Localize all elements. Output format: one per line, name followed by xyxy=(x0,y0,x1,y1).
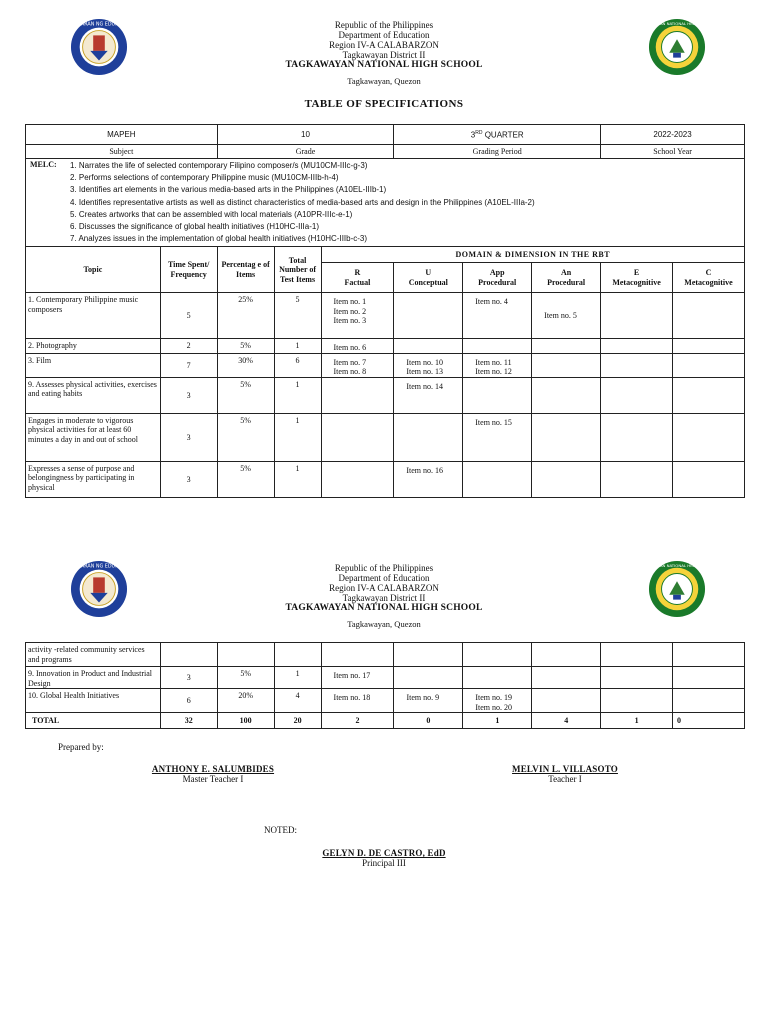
col-u: U Conceptual xyxy=(394,263,463,293)
total-u: 0 xyxy=(394,713,463,729)
cell-e xyxy=(601,293,673,339)
cell-topic: 3. Film xyxy=(26,353,161,377)
cell-time: 7 xyxy=(160,353,217,377)
noted-label: NOTED: xyxy=(264,825,297,835)
header-department: Department of Education xyxy=(338,30,430,40)
cell-total: 1 xyxy=(274,339,321,354)
cell-an: Item no. 5 xyxy=(532,293,601,339)
cell-app xyxy=(463,339,532,354)
page-title: TABLE OF SPECIFICATIONS xyxy=(304,98,464,110)
cell-r: Item no. 17 xyxy=(321,667,394,689)
cell-total: 1 xyxy=(274,461,321,497)
cell-an xyxy=(532,643,601,667)
cell-time: 5 xyxy=(160,293,217,339)
cell-u xyxy=(394,293,463,339)
cell-time: 3 xyxy=(160,413,217,461)
subject-value: MAPEH xyxy=(26,125,218,145)
cell-total: 6 xyxy=(274,353,321,377)
totals-row xyxy=(26,713,745,729)
quarter-value xyxy=(394,125,601,145)
col-app: App Procedural xyxy=(463,263,532,293)
melc-item: 1. Narrates the life of selected contemporary Filipino composer/s (MU10CM-IIIc-g-3) xyxy=(70,161,368,170)
principal-name: GELYN D. DE CASTRO, EdD xyxy=(322,848,446,858)
cell-c xyxy=(673,667,745,689)
signature-block-1 xyxy=(128,764,298,784)
col-c: C Metacognitive xyxy=(673,263,745,293)
table-row xyxy=(26,353,745,377)
cell-u xyxy=(394,643,463,667)
cell-u: Item no. 10 Item no. 13 xyxy=(394,353,463,377)
cell-an xyxy=(532,413,601,461)
cell-time: 6 xyxy=(160,689,217,713)
header-town: Tagkawayan, Quezon xyxy=(347,76,421,86)
cell-r xyxy=(321,461,394,497)
tos-table-page1 xyxy=(25,124,745,498)
svg-text:KAGAWARAN NG EDUKASYON: KAGAWARAN NG EDUKASYON xyxy=(63,564,135,570)
cell-r xyxy=(321,377,394,413)
cell-total: 1 xyxy=(274,413,321,461)
melc-list xyxy=(70,160,535,245)
prepared-label: Prepared by: xyxy=(58,742,104,752)
table-row xyxy=(26,667,745,689)
cell-topic: 1. Contemporary Philippine music composers xyxy=(26,293,161,339)
info-labels-row xyxy=(26,145,745,159)
cell-u xyxy=(394,667,463,689)
cell-c xyxy=(673,413,745,461)
cell-u xyxy=(394,339,463,354)
cell-e xyxy=(601,377,673,413)
cell-app xyxy=(463,377,532,413)
signature-block-3 xyxy=(299,848,469,868)
cell-app: Item no. 15 xyxy=(463,413,532,461)
total-an: 4 xyxy=(532,713,601,729)
cell-e xyxy=(601,689,673,713)
cell-pct: 30% xyxy=(217,353,274,377)
cell-topic: Engages in moderate to vigorous physical activities for at least 60 minutes a day in and out of school xyxy=(26,413,161,461)
cell-time: 3 xyxy=(160,461,217,497)
cell-topic: 10. Global Health Initiatives xyxy=(26,689,161,713)
table-row xyxy=(26,461,745,497)
cell-app: Item no. 19 Item no. 20 xyxy=(463,689,532,713)
col-an: An Procedural xyxy=(532,263,601,293)
total-label: TOTAL xyxy=(26,713,161,729)
header-department: Department of Education xyxy=(338,573,430,583)
info-values-row xyxy=(26,125,745,145)
cell-u: Item no. 16 xyxy=(394,461,463,497)
cell-app: Item no. 11 Item no. 12 xyxy=(463,353,532,377)
cell-app xyxy=(463,643,532,667)
cell-topic: 9. Innovation in Product and Industrial Design xyxy=(26,667,161,689)
table-row xyxy=(26,689,745,713)
cell-c xyxy=(673,339,745,354)
svg-text:TAGKAWAYAN NATIONAL HIGH SCHOO: TAGKAWAYAN NATIONAL HIGH SCHOOL xyxy=(639,562,715,568)
cell-topic: 9. Assesses physical activities, exercises and eating habits xyxy=(26,377,161,413)
cell-total xyxy=(274,643,321,667)
cell-r: Item no. 7 Item no. 8 xyxy=(321,353,394,377)
col-domain: DOMAIN & DIMENSION IN THE RBT xyxy=(321,247,744,263)
total-pct: 100 xyxy=(217,713,274,729)
header-district: Tagkawayan District II xyxy=(342,50,426,60)
cell-r: Item no. 6 xyxy=(321,339,394,354)
grade-label: Grade xyxy=(217,145,394,159)
melc-row xyxy=(26,159,745,247)
column-header-row1 xyxy=(26,247,745,263)
preparer2-name: MELVIN L. VILLASOTO xyxy=(512,764,618,774)
signature-block-2 xyxy=(480,764,650,784)
preparer1-name: ANTHONY E. SALUMBIDES xyxy=(151,764,275,774)
melc-item: 4. Identifies representative artists as well as distinct characteristics of media-based arts and design in the Philippines (A10EL-IIIa-2) xyxy=(70,197,535,207)
cell-app: Item no. 4 xyxy=(463,293,532,339)
cell-r: Item no. 18 xyxy=(321,689,394,713)
header-town: Tagkawayan, Quezon xyxy=(347,619,421,629)
cell-an xyxy=(532,689,601,713)
cell-time: 3 xyxy=(160,667,217,689)
header-region: Region IV-A CALABARZON xyxy=(329,40,439,50)
cell-r xyxy=(321,643,394,667)
cell-e xyxy=(601,339,673,354)
cell-pct: 5% xyxy=(217,413,274,461)
total-app: 1 xyxy=(463,713,532,729)
cell-an xyxy=(532,667,601,689)
cell-u xyxy=(394,413,463,461)
melc-label: MELC: xyxy=(30,160,57,169)
melc-block xyxy=(30,160,740,245)
cell-total: 5 xyxy=(274,293,321,339)
cell-c xyxy=(673,353,745,377)
cell-time: 3 xyxy=(160,377,217,413)
period-label: Grading Period xyxy=(394,145,601,159)
cell-pct: 25% xyxy=(217,293,274,339)
col-r: R Factual xyxy=(321,263,394,293)
cell-app xyxy=(463,667,532,689)
col-percentage: Percentag e of Items xyxy=(217,247,274,293)
cell-topic: activity -related community services and programs xyxy=(26,643,161,667)
melc-item: 2. Performs selections of contemporary Philippine music (MU10CM-IIIb-h-4) xyxy=(70,173,339,183)
cell-e xyxy=(601,667,673,689)
page2-letterhead xyxy=(0,563,768,629)
melc-item: 7. Analyzes issues in the implementation of global health initiatives (H10HC-IIIb-c-3) xyxy=(70,234,368,244)
year-label: School Year xyxy=(601,145,745,159)
quarter-number: 3 xyxy=(470,130,476,140)
cell-app xyxy=(463,461,532,497)
cell-time xyxy=(160,643,217,667)
cell-c xyxy=(673,293,745,339)
cell-topic: 2. Photography xyxy=(26,339,161,354)
cell-pct xyxy=(217,643,274,667)
cell-u: Item no. 9 xyxy=(394,689,463,713)
cell-c xyxy=(673,377,745,413)
grade-value: 10 xyxy=(217,125,394,145)
cell-e xyxy=(601,353,673,377)
melc-item: 3. Identifies art elements in the various media-based arts in the Philippines (A10EL-IIIb-1) xyxy=(70,185,387,195)
cell-an xyxy=(532,353,601,377)
cell-pct: 5% xyxy=(217,461,274,497)
cell-r: Item no. 1 Item no. 2 Item no. 3 xyxy=(321,293,394,339)
cell-time: 2 xyxy=(160,339,217,354)
total-e: 1 xyxy=(601,713,673,729)
cell-pct: 20% xyxy=(217,689,274,713)
principal-title: Principal III xyxy=(362,858,406,868)
total-items: 20 xyxy=(274,713,321,729)
preparer2-title: Teacher I xyxy=(548,774,582,784)
melc-item: 6. Discusses the significance of global health initiatives (H10HC-IIIa-1) xyxy=(70,222,320,232)
table-row xyxy=(26,643,745,667)
cell-r xyxy=(321,413,394,461)
col-time: Time Spent/ Frequency xyxy=(160,247,217,293)
page1-letterhead xyxy=(0,20,768,86)
cell-pct: 5% xyxy=(217,339,274,354)
svg-text:TAGKAWAYAN NATIONAL HIGH SCHOO: TAGKAWAYAN NATIONAL HIGH SCHOOL xyxy=(639,20,715,26)
col-total-items: Total Number of Test Items xyxy=(274,247,321,293)
total-r: 2 xyxy=(321,713,394,729)
subject-label: Subject xyxy=(26,145,218,159)
cell-pct: 5% xyxy=(217,377,274,413)
table-row xyxy=(26,293,745,339)
cell-u: Item no. 14 xyxy=(394,377,463,413)
cell-c xyxy=(673,461,745,497)
header-region: Region IV-A CALABARZON xyxy=(329,583,439,593)
svg-text:KAGAWARAN NG EDUKASYON: KAGAWARAN NG EDUKASYON xyxy=(63,22,135,28)
cell-e xyxy=(601,461,673,497)
header-republic: Republic of the Philippines xyxy=(334,20,434,30)
cell-total: 1 xyxy=(274,667,321,689)
cell-an xyxy=(532,339,601,354)
melc-item: 5. Creates artworks that can be assembled with local materials (A10PR-IIIc-e-1) xyxy=(70,209,353,219)
table-row xyxy=(26,377,745,413)
cell-total: 4 xyxy=(274,689,321,713)
quarter-suffix: RD xyxy=(475,129,483,136)
cell-e xyxy=(601,643,673,667)
cell-pct: 5% xyxy=(217,667,274,689)
col-topic: Topic xyxy=(26,247,161,293)
cell-e xyxy=(601,413,673,461)
total-time: 32 xyxy=(160,713,217,729)
table-row xyxy=(26,339,745,354)
preparer1-title: Master Teacher I xyxy=(182,774,244,784)
header-republic: Republic of the Philippines xyxy=(334,563,434,573)
cell-an xyxy=(532,377,601,413)
header-school: TAGKAWAYAN NATIONAL HIGH SCHOOL xyxy=(285,603,483,613)
cell-an xyxy=(532,461,601,497)
cell-topic: Expresses a sense of purpose and belongingness by participating in physical xyxy=(26,461,161,497)
header-district: Tagkawayan District II xyxy=(342,593,426,603)
melc-cell xyxy=(26,159,745,247)
header-school: TAGKAWAYAN NATIONAL HIGH SCHOOL xyxy=(285,60,483,70)
cell-c xyxy=(673,643,745,667)
cell-c xyxy=(673,689,745,713)
total-c: 0 xyxy=(673,713,745,729)
col-e: E Metacognitive xyxy=(601,263,673,293)
cell-total: 1 xyxy=(274,377,321,413)
year-value: 2022-2023 xyxy=(601,125,745,145)
tos-table-page2 xyxy=(25,642,745,729)
quarter-word: QUARTER xyxy=(484,130,524,140)
table-row xyxy=(26,413,745,461)
